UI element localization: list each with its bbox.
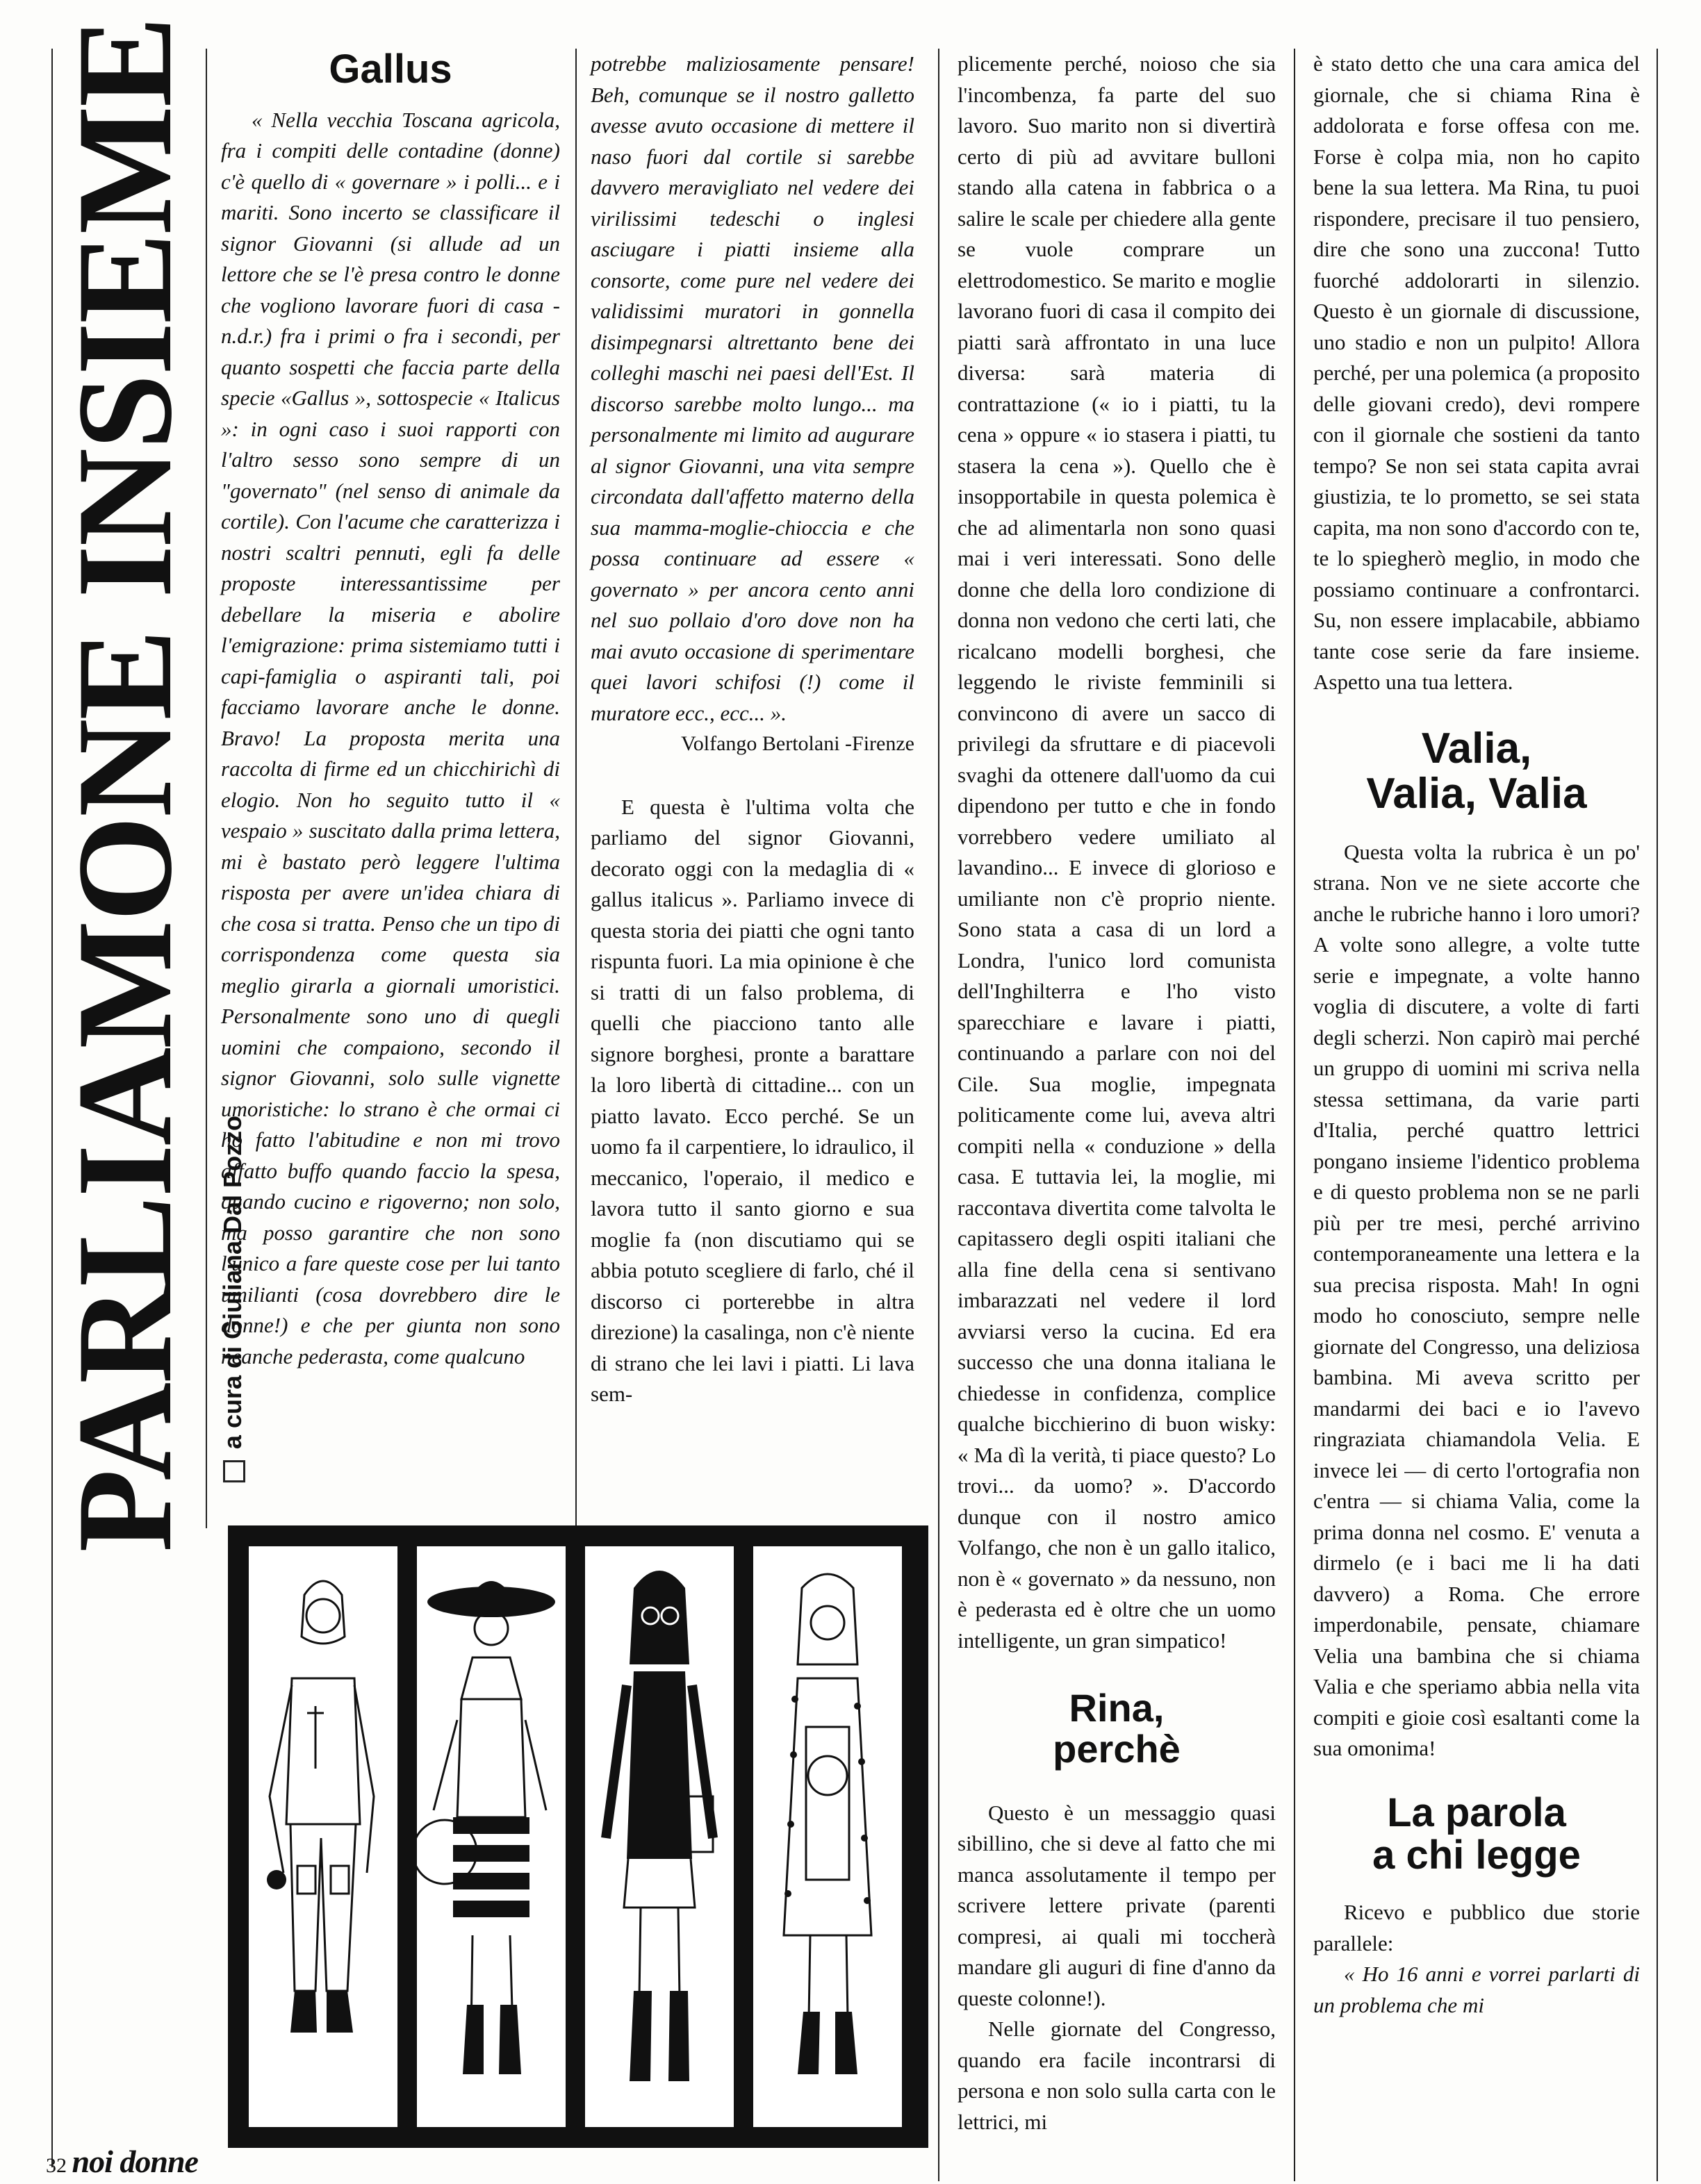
letter-signature: Volfango Bertolani -Firenze <box>680 732 914 755</box>
column-rule <box>938 49 939 2181</box>
rina-text-continued: è stato detto che una cara amica del giornale, che si chiama Rina è addolorata e forse offesa con me. Forse è colpa mia, non ho capito bene la sua lettera. Ma Rina, tu puoi rispondere, precisare il tuo pensiero, dire che sono una zuccona! Tutto fuorché addolorarti in silenzio. Questo è un giornale di discussione, uno stadio e non un pulpito! Allora perché, per una polemica (a proposito delle giovani credo), devi rompere con il giornale che sostieni da tanto tempo? Se non sei stata capita avrai giustizia, te lo prometto, se sei stata capita, ma non sono d'accordo con te, te lo spiegherò meglio, in modo che possiamo continuare a confrontarci. Su, non essere implacabile, abbiamo tante cose serie da fare insieme. Aspetto una tua lettera. <box>1313 51 1640 694</box>
valia-text: Questa volta la rubrica è un po' strana. Non ve ne siete accorte che anche le rubriche hanno i loro umori? A volte sono allegre, a volte tutte serie e impegnate, a volte hanno voglia di discutere, a volte di farti degli scherzi. Non capirò mai perché un gruppo di uomini mi scriva nella stessa settimana, da varie parti d'Italia, perché quattro lettrici pongano insieme l'identico problema e di questo problema non se ne parli più per tre mesi, perché arrivino contemporaneamente una lettera e la sua precisa risposta. Mah! In ogni modo ho conosciuto, sempre nelle giornate del Congresso, una deliziosa bambina. Mi aveva scritto per mandarmi dei baci e io l'avevo ringraziata chiamandola Velia. E invece lei — di certo l'ortografia non c'entra — si chiama Valia, come la prima donna nel cosmo. E' venuta a dirmelo (e i baci me li ha dati davvero) a Roma. Che errore imperdonabile, pensate, chiamare Velia una bambina che si chiama Valia e che speriamo abbia nella vita compiti e gioie così esaltanti come la sua omonima! <box>1313 839 1640 1761</box>
credit-text: a cura di Giuliana Dal Pozzo <box>218 1115 247 1450</box>
heading-line: perchè <box>1053 1726 1181 1771</box>
page-number: 32 <box>46 2154 67 2177</box>
column-rule <box>1657 49 1658 2181</box>
text-column-1 <box>221 49 560 1372</box>
worker-woman-figure <box>249 1546 397 2127</box>
panel-apron-woman <box>753 1546 902 2127</box>
parola-text: Ricevo e pubblico due storie parallele: <box>1313 1900 1640 1955</box>
apron-woman-figure <box>753 1546 902 2127</box>
section-heading-rina <box>958 1688 1276 1770</box>
section-heading-valia <box>1313 726 1640 816</box>
text-column-4 <box>1313 49 1640 2021</box>
reply-text: E questa è l'ultima volta che parliamo del signor Giovanni, decorato oggi con la medaglia di « gallus italicus ». Parliamo invece di questa storia dei piatti che ogni tanto rispunta fuori. La mia opinione è che si tratti di un falso problema, di quelli che piacciono tanto alle signore borghesi, pronte a barattare la loro libertà di cittadine... con un piatto lavato. Ecco perché. Se un uomo fa il carpentiere, lo idraulico, il meccanico, l'operaio, il medico e lavora tutto il santo giorno e sua moglie fa (non discutiamo qui se abbia potuto scegliere di farlo, ché il discorso ci porterebbe in altra direzione) la casalinga, non c'è niente di strano che lei lavi i piatti. Li lava sem- <box>591 794 914 1406</box>
section-heading-parola <box>1313 1789 1640 1878</box>
column-rule <box>1294 49 1295 2181</box>
heading-line: Valia, <box>1421 724 1532 772</box>
hat-woman-figure <box>417 1546 566 2127</box>
text-column-2 <box>591 49 914 1410</box>
glasses-woman-figure <box>585 1546 734 2127</box>
heading-line: Valia, Valia <box>1366 769 1587 818</box>
rina-text: Nelle giornate del Congresso, quando era facile incontrarsi di persona e non solo sulla carta con le lettrici, mi <box>958 2017 1276 2134</box>
heading-line: La parola <box>1387 1789 1566 1835</box>
page-footer <box>46 2143 198 2180</box>
parola-quote: « Ho 16 anni e vorrei parlarti di un problema che mi <box>1313 1962 1640 2017</box>
heading-line: Rina, <box>1069 1686 1165 1730</box>
column-title: PARLIAMONE INSIEME <box>49 17 200 1553</box>
illustration-four-women <box>228 1525 928 2148</box>
panel-worker-woman <box>249 1546 397 2127</box>
text-column-3 <box>958 49 1276 2137</box>
column-banner <box>42 17 247 1553</box>
rina-text: Questo è un messaggio quasi sibillino, che si deve al fatto che mi manca assolutamente il tempo per scrivere lettere private (parenti compresi, ai quali mi toccherà mandare gli auguri di fine d'anno da queste colonne!). <box>958 1800 1276 2010</box>
letter-text: « Nella vecchia Toscana agricola, fra i compiti delle contadine (donne) c'è quello di « governare » i polli... e i mariti. Sono incerto se classificare il signor Giovanni (si allude ad un lettore che se l'è presa contro le donne che vogliono lavorare fuori di casa - n.d.r.) fra i primi o fra i secondi, per quanto sospetti che faccia parte della specie «Gallus », sottospecie « Italicus »: in ogni caso i suoi rapporti con l'altro sesso sono sempre di un "governato" (nel senso di animale da cortile). Con l'acume che caratterizza i nostri scaltri pennuti, egli fa delle proposte interessantissime per debellare la miseria e abolire l'emigrazione: prima sistemiamo tutti i capi-famiglia o aspiranti tali, poi facciamo lavorare anche le donne. Bravo! La proposta merita una raccolta di firme ed un chicchirichì di elogio. Non ho seguito tutto il « vespaio » suscitato dalla prima lettera, mi è bastato però leggere l'ultima risposta per avere un'idea chiara di che cosa si tratta. Penso che un tipo di corrispondenza come questa sia meglio girarla a giornali umoristici. Personalmente sono uno di quegli uomini che compaiono, secondo il signor Giovanni, solo sulle vignette umoristiche: lo strano è che ormai ci ho fatto l'abitudine e non mi trovo affatto buffo quando faccio la spesa, quando cucino e rigoverno; non solo, ma posso garantire che non sono l'unico a fare queste cose per lui tanto umilianti (cosa dovrebbero dire le donne!) e che per giunta non sono neanche pederasta, come qualcuno <box>221 107 560 1368</box>
heading-line: a chi legge <box>1372 1832 1581 1878</box>
magazine-name: noi donne <box>72 2144 198 2179</box>
panel-hat-woman <box>417 1546 566 2127</box>
checkbox-square-icon <box>223 1460 245 1482</box>
panel-glasses-woman <box>585 1546 734 2127</box>
reply-text-continued: plicemente perché, noioso che sia l'incombenza, fa parte del suo lavoro. Suo marito non si divertirà certo di più ad avvitare bulloni stando alla catena in fabbrica o a salire le scale per chiedere alla gente se vuole comprare un elettrodomestico. Se marito e moglie lavorano fuori di casa il compito dei piatti sarà affrontato in una luce diversa: sarà materia di contrattazione (« io i piatti, tu la cena » oppure « io stasera i piatti, tu stasera la cena »). Quello che è insopportabile in questa polemica è che ad alimentarla non sono quasi mai i veri interessati. Sono delle donne che della loro condizione di donna non vedono che certi lati, che ricalcano modelli borghesi, che leggendo le riviste femminili si convincono di avere un sacco di privilegi da sfruttare e di piacevoli svaghi da ottenere dall'uomo da cui dipendono per tutto e che in fondo vorrebbero vedere umiliato al lavandino... E invece di glorioso e umiliante non c'è proprio niente. Sono stata a casa di un lord a Londra, l'unico lord comunista dell'Inghilterra e l'ho visto sparecchiare e lavare i piatti, continuando a parlare con noi del Cile. Sua moglie, impegnata politicamente come lui, aveva altri compiti nella « conduzione » della casa. E tuttavia lei, la moglie, mi raccontava divertita come talvolta le capitassero degli ospiti italiani che alla fine della cena si sentivano imbarazzati nel vedere il lord avviarsi verso la cucina. Ed era successo che una donna italiana le chiedesse in confidenza, complice qualche bicchierino di buon wisky: « Ma dì la verità, ti piace questo? Lo trovi... da uomo? ». D'accordo dunque con il nostro amico Volfango, che non è un gallo italico, non è « governato » da nessuno, non è pederasta ed è oltre che un uomo intelligente, un gran simpatico! <box>958 51 1276 1653</box>
letter-text-continued: potrebbe maliziosamente pensare! Beh, comunque se il nostro galletto avesse avuto occasione di mettere il naso fuori dal cortile si sarebbe davvero meravigliato nel vedere dei virilissimi tedeschi o inglesi asciugare i piatti insieme alla consorte, come pure nel vedere dei validissimi muratori in gonnella disimpegnarsi altrettanto bene dei colleghi maschi nei paesi dell'Est. Il discorso sarebbe molto lungo... ma personalmente mi limito ad augurare al signor Giovanni, una vita sempre circondata dall'affetto materno della sua mamma-moglie-chioccia e che possa continuare ad essere « governato » per ancora cento anni nel suo pollaio d'oro dove non ha mai avuto occasione di sperimentare quei lavori schifosi (!) come il muratore ecc., ecc... ». <box>591 51 914 725</box>
column-rule <box>575 49 577 1528</box>
section-heading-gallus: Gallus <box>329 47 452 92</box>
